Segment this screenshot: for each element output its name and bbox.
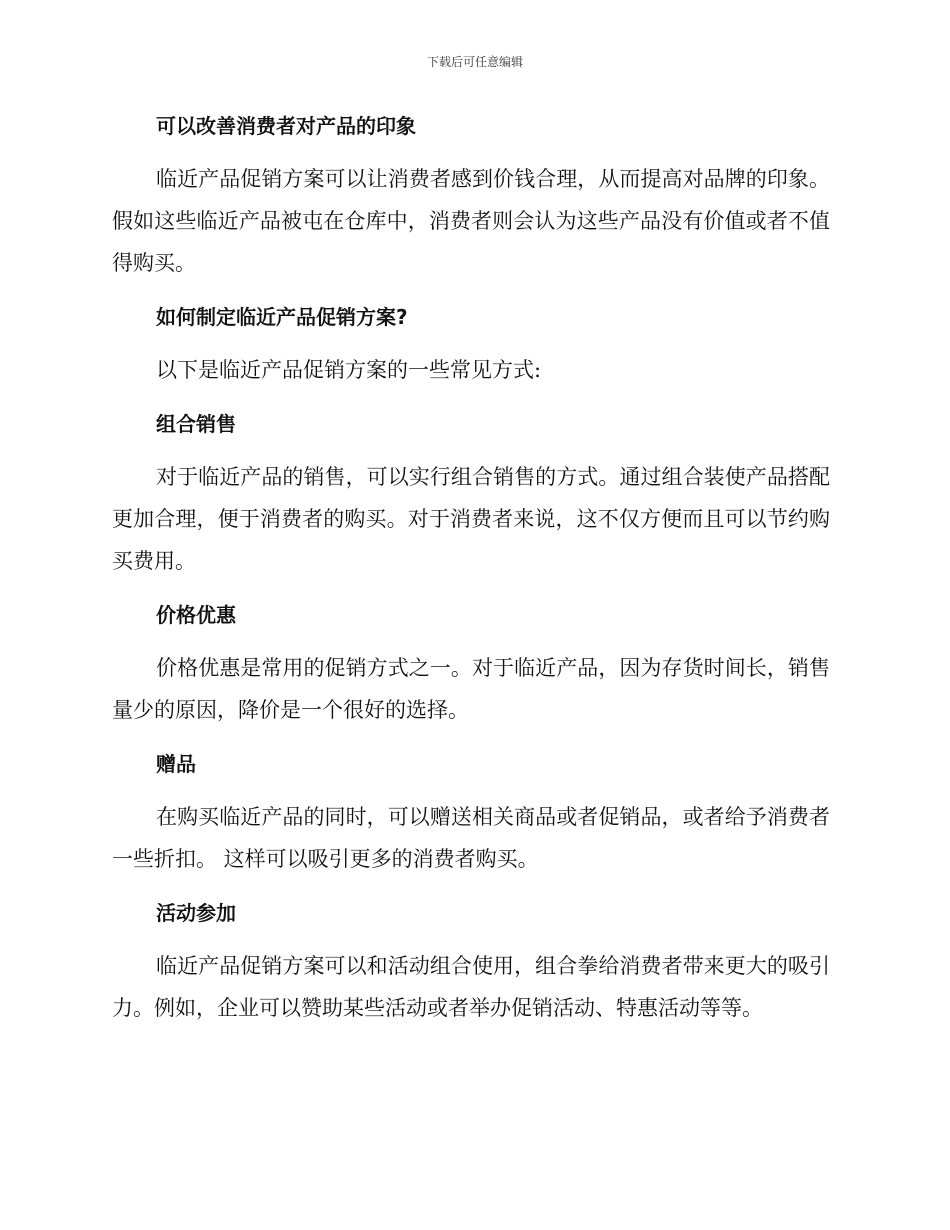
section-heading: 赠品 <box>156 752 196 776</box>
section-price-discount <box>112 594 830 731</box>
section-heading: 组合销售 <box>156 412 236 436</box>
section-paragraph: 对于临近产品的销售，可以实行组合销售的方式。通过组合装使产品搭配更加合理，便于消费者的购买。对于消费者来说，这不仅方便而且可以节约购买费用。 <box>112 465 830 573</box>
section-paragraph: 价格优惠是常用的促销方式之一。对于临近产品，因为存货时间长，销售量少的原因，降价是一个很好的选择。 <box>112 656 830 722</box>
section-event-participation <box>112 892 830 1029</box>
section-heading: 活动参加 <box>156 901 236 925</box>
document-body <box>112 105 830 1041</box>
section-paragraph: 在购买临近产品的同时，可以赠送相关商品或者促销品，或者给予消费者一些折扣。 这样可以吸引更多的消费者购买。 <box>112 805 830 871</box>
section-paragraph: 临近产品促销方案可以和活动组合使用，组合拳给消费者带来更大的吸引力。例如，企业可以赞助某些活动或者举办促销活动、特惠活动等等。 <box>112 954 830 1020</box>
page-header: 下载后可任意编辑 <box>426 55 523 69</box>
section-heading: 价格优惠 <box>156 603 236 627</box>
section-heading: 如何制定临近产品促销方案? <box>156 305 408 329</box>
section-heading: 可以改善消费者对产品的印象 <box>156 114 416 138</box>
section-paragraph: 临近产品促销方案可以让消费者感到价钱合理，从而提高对品牌的印象。假如这些临近产品被屯在仓库中，消费者则会认为这些产品没有价值或者不值得购买。 <box>112 167 830 275</box>
section-how-to-plan <box>112 296 830 391</box>
section-paragraph: 以下是临近产品促销方案的一些常见方式: <box>156 358 542 382</box>
section-bundle-sales <box>112 403 830 582</box>
section-gifts <box>112 743 830 880</box>
section-improve-impression <box>112 105 830 284</box>
